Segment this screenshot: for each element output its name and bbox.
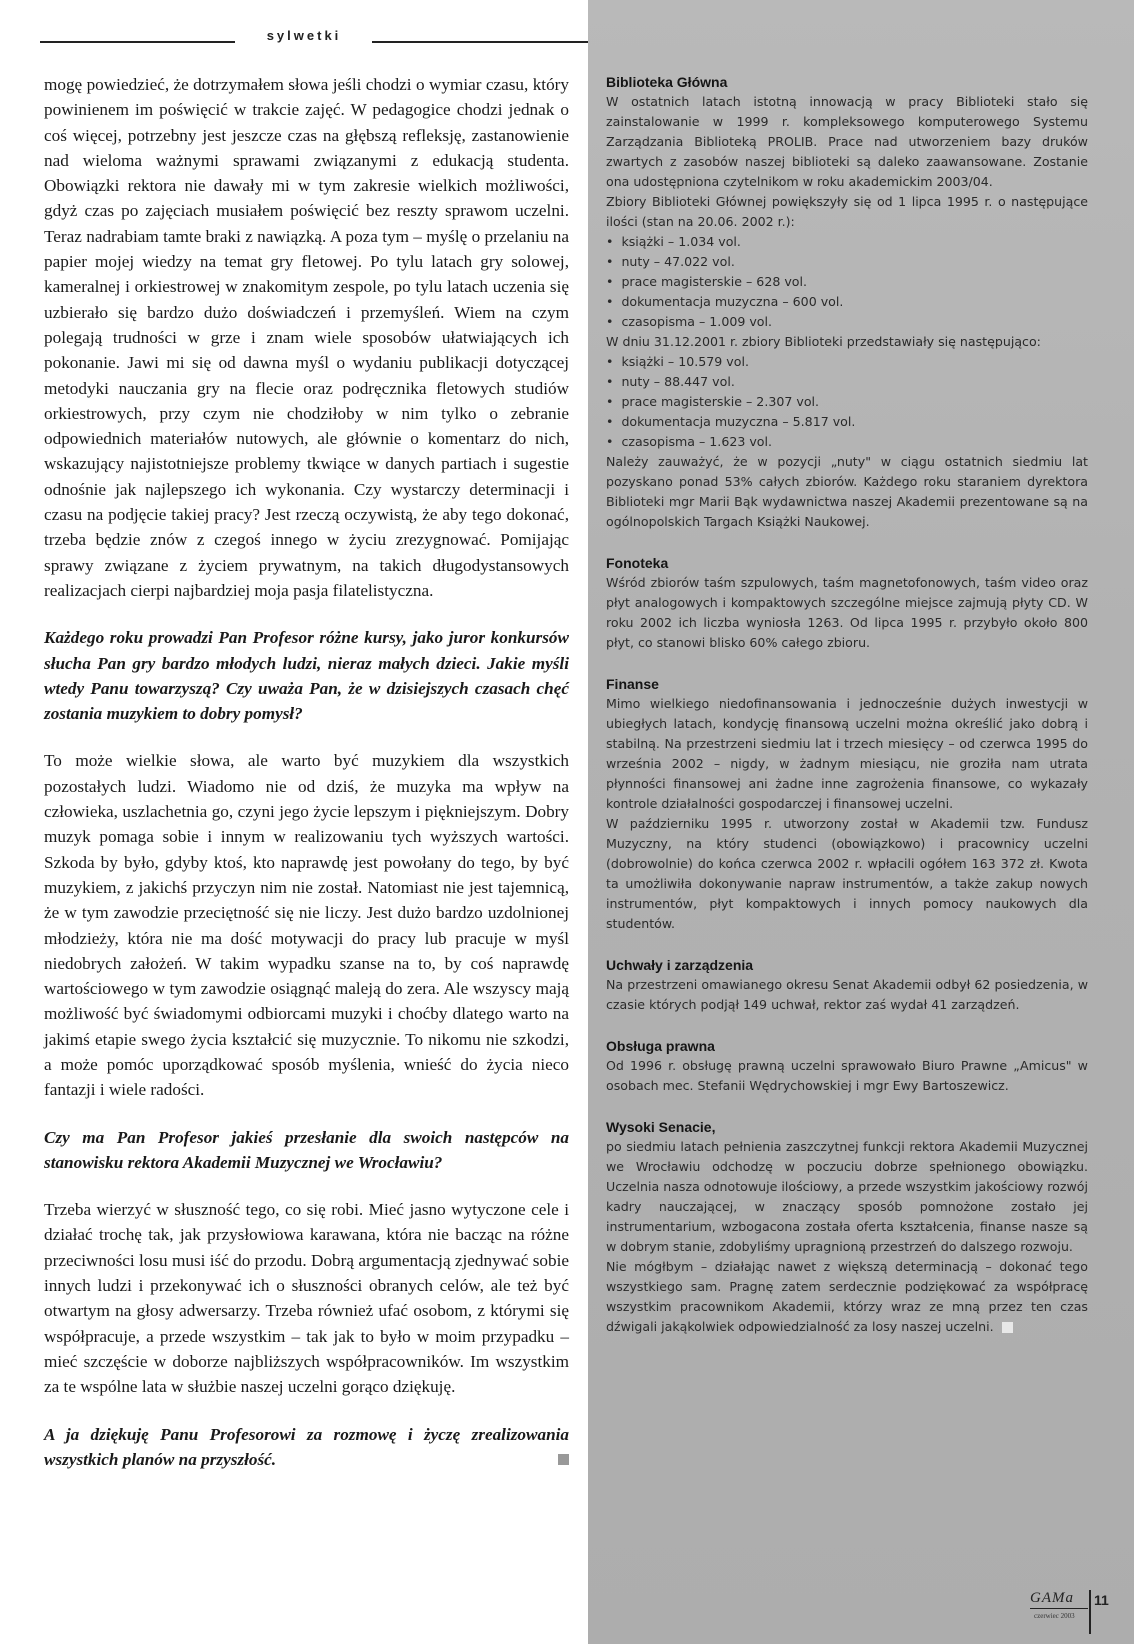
footer-rule <box>1030 1608 1088 1609</box>
section-text: W październiku 1995 r. utworzony został w Akademii tzw. Fundusz Muzyczny, na który studenci (obowiązkowo) i pracownicy uczelni (dobrowolnie) do końca czerwca 2002 r. wpłacili ogółem 163 372 zł. Kwota ta umożliwiła dokonywanie napraw instrumentów, a także zakup nowych instrumentów, płyt kompaktowych i innych pomocy naukowych dla studentów. <box>606 816 1088 931</box>
section-text <box>606 1257 1088 1337</box>
section-heading: Fonoteka <box>606 555 669 571</box>
list-item: • dokumentacja muzyczna – 5.817 vol. <box>606 412 1088 432</box>
section-text: W dniu 31.12.2001 r. zbiory Biblioteki przedstawiały się następująco: <box>606 334 1041 349</box>
list-item: • książki – 10.579 vol. <box>606 352 1088 372</box>
section-heading: Obsługa prawna <box>606 1038 715 1054</box>
section-text: Należy zauważyć, że w pozycji „nuty" w ciągu ostatnich siedmiu lat pozyskano ponad 53% całych zbiorów. Każdego roku staraniem dyrektora Biblioteki mgr Marii Bąk wydawnictwa naszej Akademii prezentowane są na ogólnopolskich Targach Książki Naukowej. <box>606 454 1088 529</box>
question-paragraph: Każdego roku prowadzi Pan Profesor różne kursy, jako juror konkursów słucha Pan gry bardzo młodych ludzi, nieraz małych dzieci. Jakie myśli wtedy Panu towarzyszą? Czy uważa Pan, że w dzisiejszych czasach chęć zostania muzykiem to dobry pomysł? <box>44 628 569 724</box>
closing-question <box>44 1422 569 1473</box>
section-label: sylwetki <box>266 28 342 43</box>
question-paragraph: Czy ma Pan Profesor jakieś przesłanie dla swoich następców na stanowisku rektora Akademii Muzycznej we Wrocławiu? <box>44 1127 569 1172</box>
end-of-article-square-icon <box>558 1454 569 1465</box>
list-item: • książki – 1.034 vol. <box>606 232 1088 252</box>
header-rule-left <box>40 41 235 43</box>
section-heading: Finanse <box>606 676 659 692</box>
answer-paragraph: mogę powiedzieć, że dotrzymałem słowa jeśli chodzi o wymiar czasu, który powinienem im poświęcić w trakcie zajęć. W pedagogice chodzi jednak o coś więcej, potrzebny jest jeszcze czas na głębszą refleksję, zastanowienie nad wieloma ważnymi sprawami związanymi z edukacją studenta. Obowiązki rektora nie dawały mi w tym zakresie wielkich możliwości, gdyż czas po zajęciach musiałem poświęcić bez reszty sprawom uczelni. Teraz nadrabiam tamte braki z nawiązką. A poza tym – myślę o przelaniu na papier mojej wiedzy na temat gry fletowej. Po tylu latach gry solowej, kameralnej i orkiestrowej w znakomitym zespole, po tylu latach uczenia się uzbierało się bardzo dużo doświadczeń i przemyśleń. Wiem na czym polegają trudności w grze i znam wiele sposobów ułatwiających ich pokonanie. Jawi mi się od dawna myśl o wydaniu publikacji dotyczącej metodyki nauczania gry na flecie oraz podręcznika fletowych studiów orkiestrowych, przy czym nie chodziłoby w nim tylko o zebranie odpowiednich materiałów nutowych, ale głównie o komentarz do nich, wskazujący najistotniejsze problemy tkwiące w danych partiach i sugestie odnośnie jak najlepszego ich wykonania. Czy wystarczy determinacji i czasu na podjęcie takiej pracy? Jest rzeczą oczywistą, że aby tego dokonać, trzeba będzie znów z czegoś innego w życiu zrezygnować. Pomijając sprawy związane z życiem prywatnym, na takich długodystansowych realizacjach cierpi najbardziej moja pasja filatelistyczna. <box>44 75 569 600</box>
report-column <box>606 72 1088 1337</box>
list-item: • prace magisterskie – 628 vol. <box>606 272 1088 292</box>
answer-paragraph: To może wielkie słowa, ale warto być muzykiem dla wszystkich pozostałych ludzi. Wiadomo nie od dziś, że muzyka ma wpływ na człowieka, uszlachetnia go, czyni jego życie lepszym i piękniejszym. Dobry muzyk pomaga sobie i innym w realizowaniu tych wyższych wartości. Szkoda by było, gdyby ktoś, kto naprawdę jest powołany do tego, by być muzykiem, z jakichś przyczyn nim nie został. Natomiast nie jest tajemnicą, że w tym zawodzie przeciętność się nie liczy. Jest dużo bardzo uzdolnionej młodzieży, która nie ma dość motywacji do pracy lub pracuje w myśl niedobrych założeń. W takim wypadku szanse na to, by coś naprawdę wartościowego w tym zawodzie osiągnąć maleją do zera. Ale wszyscy mają możliwość być świadomymi odbiorcami muzyki i choćby dlatego warto na jakimś etapie swego życia kształcić się muzycznie. To nikomu nie szkodzi, a może pomóc uporządkować sposób myślenia, wnieść do życia nieco fantazji i wiele radości. <box>44 751 569 1100</box>
list-item: • prace magisterskie – 2.307 vol. <box>606 392 1088 412</box>
page-number: 11 <box>1094 1592 1109 1608</box>
magazine-logo: GAMa <box>1030 1590 1074 1606</box>
answer-paragraph: Trzeba wierzyć w słuszność tego, co się robi. Mieć jasno wytyczone cele i działać trochę tak, jak przysłowiowa karawana, która nie bacząc na różne przeciwności losu musi iść do przodu. Dobrą argumentacją zjednywać sobie innych ludzi i przekonywać ich o słuszności obranych celów, ale też być otwartym na głosy adwersarzy. Trzeba również ufać osobom, z którymi się współpracuje, a przede wszystkim – tak jak to było w moim przypadku – mieć szczęście w doborze najbliższych współpracowników. Im wszystkim za te wspólne lata w służbie naszej uczelni gorąco dziękuję. <box>44 1200 569 1397</box>
closing-text: Nie mógłbym – działając nawet z większą determinacją – dokonać tego wszystkiego sam. Pragnę zatem serdecznie podziękować za współpracę wszystkim pracownikom Akademii, którzy wraz ze mną przez ten czas dźwigali jakąkolwiek odpowiedzialność za losy naszej uczelni. <box>606 1259 1088 1334</box>
page-footer <box>1030 1590 1120 1634</box>
section-text: W ostatnich latach istotną innowacją w pracy Biblioteki stało się zainstalowanie w 1999 r. kompleksowego komputerowego Systemu Zarządzania Biblioteką PROLIB. Prace nad utworzeniem bazy druków zwartych z zasobów naszej biblioteki są daleko zaawansowane. Zostanie ona udostępniona czytelnikom w roku akademickim 2003/04. <box>606 94 1088 189</box>
holdings-list-growth <box>606 232 1088 332</box>
list-item: • nuty – 47.022 vol. <box>606 252 1088 272</box>
closing-text: A ja dziękuję Panu Profesorowi za rozmowę i życzę zrealizowania wszystkich planów na przyszłość. <box>44 1424 569 1469</box>
section-heading: Wysoki Senacie, <box>606 1119 716 1135</box>
section-text: Wśród zbiorów taśm szpulowych, taśm magnetofonowych, taśm video oraz płyt analogowych i kompaktowych szczególne miejsce zajmują płyty CD. W roku 2002 ich liczba wyniosła 1263. Od lipca 1995 r. przybyło około 800 płyt, co stanowi blisko 60% całego zbioru. <box>606 575 1088 650</box>
list-item: • nuty – 88.447 vol. <box>606 372 1088 392</box>
footer-divider <box>1089 1590 1091 1634</box>
section-text: Zbiory Biblioteki Głównej powiększyły się od 1 lipca 1995 r. o następujące ilości (stan na 20.06. 2002 r.): <box>606 194 1088 229</box>
section-text: po siedmiu latach pełnienia zaszczytnej funkcji rektora Akademii Muzycznej we Wrocławiu odchodzę w poczuciu dobrze spełnionego obowiązku. Uczelnia nasza odnotowuje ilościowy, a przede wszystkim jakościowy rozwój kadry nauczającej, w znaczący sposób pomnożone zostało jej instrumentarium, wzbogacona została oferta kształcenia, finanse nasze są w dobrym stanie, zdobyliśmy upragnioną przestrzeń do dalszego rozwoju. <box>606 1139 1088 1254</box>
holdings-list-total <box>606 352 1088 452</box>
section-text: Mimo wielkiego niedofinansowania i jednocześnie dużych inwestycji w ubiegłych latach, kondycję finansową uczelni można określić jako dobrą i stabilną. Na przestrzeni siedmiu lat i trzech miesięcy – od czerwca 1995 do września 2002 – nigdy, w żadnym miesiącu, nie groziła nam utrata płynności finansowej ani żadne inne zagrożenia finansowe, co wykazały kontrole działalności gospodarczej i finansowej uczelni. <box>606 696 1088 811</box>
issue-date: czerwiec 2003 <box>1034 1612 1075 1620</box>
list-item: • dokumentacja muzyczna – 600 vol. <box>606 292 1088 312</box>
section-heading: Biblioteka Główna <box>606 74 728 90</box>
list-item: • czasopisma – 1.009 vol. <box>606 312 1088 332</box>
section-text: Od 1996 r. obsługę prawną uczelni sprawowało Biuro Prawne „Amicus" w osobach mec. Stefanii Wędrychowskiej i mgr Ewy Bartoszewicz. <box>606 1058 1088 1093</box>
section-heading: Uchwały i zarządzenia <box>606 957 754 973</box>
end-of-article-square-icon <box>1002 1322 1013 1333</box>
interview-column <box>44 72 569 1572</box>
list-item: • czasopisma – 1.623 vol. <box>606 432 1088 452</box>
section-text: Na przestrzeni omawianego okresu Senat Akademii odbył 62 posiedzenia, w czasie których podjął 149 uchwał, rektor zaś wydał 41 zarządzeń. <box>606 977 1088 1012</box>
